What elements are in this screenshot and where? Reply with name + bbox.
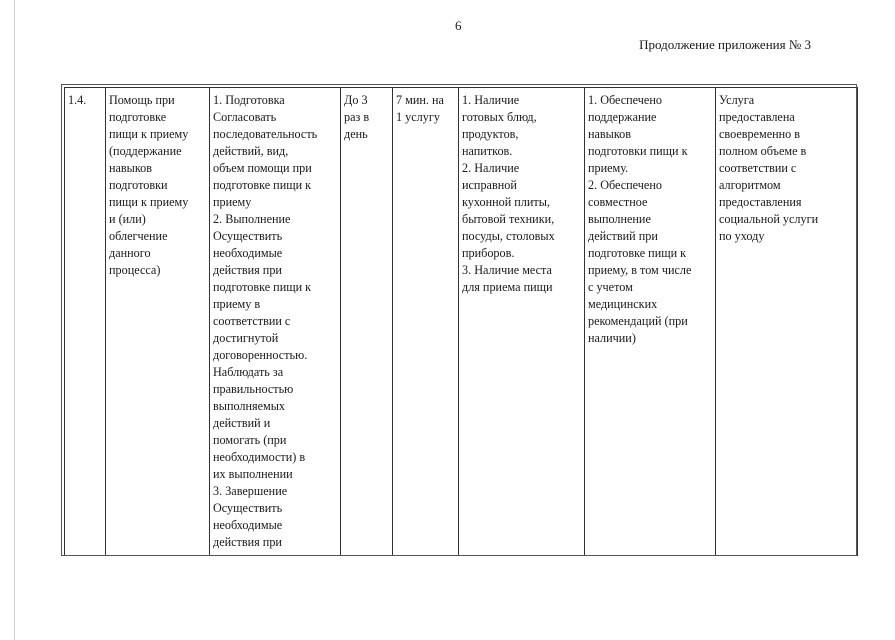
cell-number — [65, 88, 106, 556]
service-name-text: Помощь при подготовке пищи к приему (поддержание навыков подготовки пищи к приему и (или) облегчение данного процесса) — [109, 93, 189, 277]
cell-actions — [210, 88, 341, 556]
duration-text: 7 мин. на 1 услугу — [396, 93, 444, 124]
cell-frequency — [341, 88, 393, 556]
frequency-text: До 3 раз в день — [344, 93, 370, 141]
table-row — [65, 88, 858, 556]
assessment-text: Услуга предоставлена своевременно в полном объеме в соответствии с алгоритмом предоставления социальной услуги по уходу — [719, 93, 819, 243]
cell-conditions — [459, 88, 585, 556]
cell-duration — [393, 88, 459, 556]
page-edge-line — [14, 0, 15, 640]
service-standard-table — [64, 87, 858, 556]
page-number: 6 — [455, 18, 462, 33]
service-actions-text: 1. Подготовка Согласовать последовательность действий, вид, объем помощи при подготовке пищи к приему 2. Выполнение Осуществить необходимые действия при подготовке пищи к приему в соответствии с достигнутой договоренностью. Наблюдать за правильностью выполняемых действий и помогать (при необходимости) в их выполнении 3. Завершение Осуществить необходимые действия при — [213, 93, 318, 549]
conditions-text: 1. Наличие готовых блюд, продуктов, напитков. 2. Наличие исправной кухонной плиты, бытовой техники, посуды, столовых приборов. 3. Наличие места для приема пищи — [462, 93, 555, 294]
cell-results — [585, 88, 716, 556]
cell-service-name — [106, 88, 210, 556]
results-text: 1. Обеспечено поддержание навыков подготовки пищи к приему. 2. Обеспечено совместное выполнение действий при подготовке пищи к приему, в том числе с учетом медицинских рекомендаций (при наличии) — [588, 93, 692, 345]
appendix-continuation-note: Продолжение приложения № 3 — [639, 37, 811, 52]
row-number: 1.4. — [68, 93, 87, 107]
cell-assessment — [716, 88, 858, 556]
